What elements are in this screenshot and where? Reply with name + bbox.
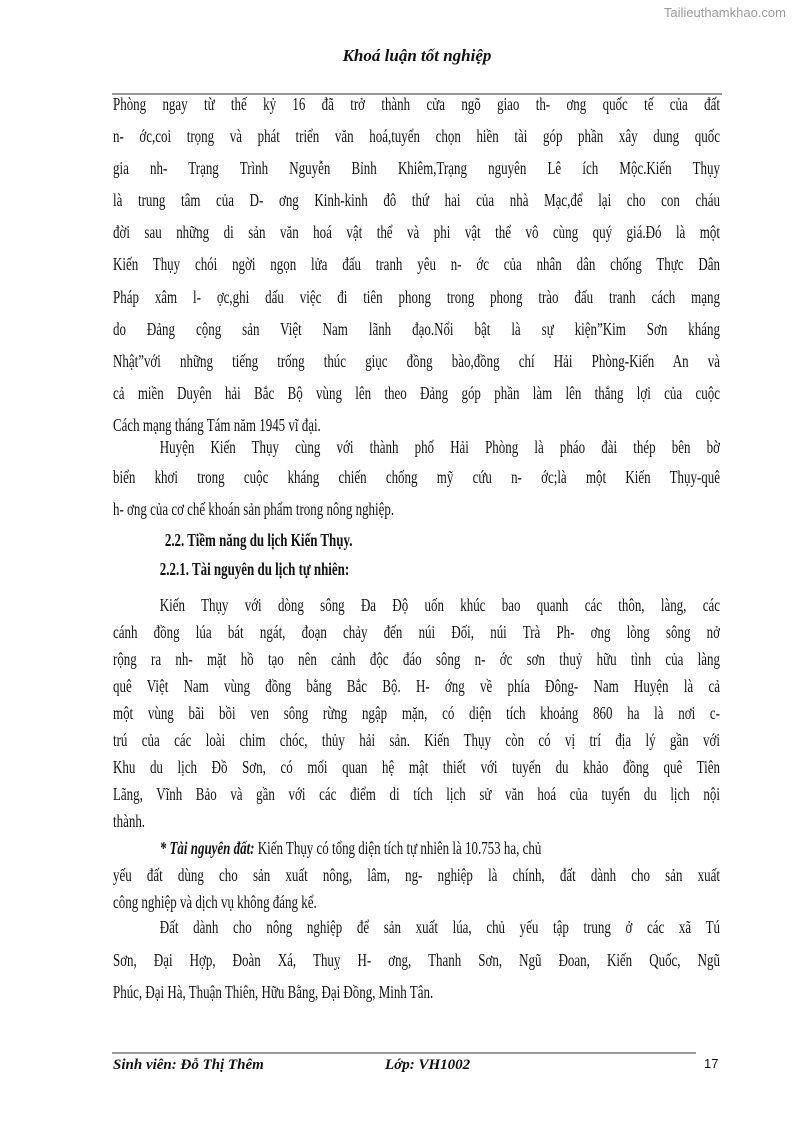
text-line: công nghiệp và dịch vụ không đáng kể. — [113, 892, 317, 912]
inline-label: * Tài nguyên đất: — [159, 838, 255, 858]
text-line — [113, 836, 720, 860]
text-line: n- ớc,coi trọng và phát triển văn hoá,tuyển chọn hiền tài góp phần xây dung quốc — [113, 126, 720, 146]
watermark: Tailieuthamkhao.com — [663, 5, 786, 20]
text-line: Lãng, Vĩnh Bảo và gần với các điểm di tích lịch sử văn hoá của tuyến du lịch nội — [113, 784, 720, 804]
text-line: Kiến Thụy với dòng sông Đa Độ uốn khúc bao quanh các thôn, làng, các — [159, 595, 720, 615]
page-number: 17 — [704, 1056, 719, 1071]
text-line: Huyện Kiến Thụy cùng với thành phố Hải Phòng là pháo đài thép bên bờ — [159, 437, 720, 457]
text-line: Phúc, Đại Hà, Thuận Thiên, Hữu Bằng, Đại Đồng, Minh Tân. — [113, 982, 434, 1002]
text-line: gia nh- Trạng Trình Nguyễn Bỉnh Khiêm,Trạng nguyên Lê ích Mộc.Kiến Thụy — [113, 158, 720, 178]
text-line: biển khơi trong cuộc kháng chiến chống mỹ cứu n- ớc;là một Kiến Thụy-quê — [113, 467, 720, 487]
text-line: rộng ra nh- mặt hồ tạo nên cảnh độc đáo sông n- ớc sơn thuỷ hữu tình của làng — [113, 649, 720, 669]
text-line: Pháp xâm l- ợc,ghi dấu việc đi tiên phong trong phong trào đấu tranh cách mạng — [113, 287, 720, 307]
text-line: Khu du lịch Đồ Sơn, có mối quan hệ mật thiết với tuyến du khảo đồng quê Tiên — [113, 757, 720, 777]
text-line: yếu đất dùng cho sản xuất nông, lâm, ng- nghiệp là chính, đất dành cho sản xuất — [113, 865, 720, 885]
text-line: Sơn, Đại Hợp, Đoàn Xá, Thuỵ H- ơng, Thanh Sơn, Ngũ Đoan, Kiến Quốc, Ngũ — [113, 950, 720, 970]
text-line: cả miền Duyên hải Bắc Bộ vùng lên theo Đảng góp phần làm lên thắng lợi của cuộc — [113, 383, 720, 403]
footer-divider — [112, 1052, 696, 1054]
footer-class: Lớp: VH1002 — [385, 1057, 471, 1073]
text-line: Kiến Thụy chói ngời ngọn lửa đấu tranh yêu n- ớc của nhân dân chống Thực Dân — [113, 254, 720, 274]
text-line: trú của các loài chim chóc, thủy hải sản. Kiến Thụy còn có vị trí địa lý gần với — [113, 730, 720, 750]
text-line: do Đảng cộng sản Việt Nam lãnh đạo.Nổi bật là sự kiện”Kim Sơn kháng — [113, 319, 720, 339]
text-line: Cách mạng tháng Tám năm 1945 vĩ đại. — [113, 415, 321, 435]
line-text: Kiến Thụy có tổng diện tích tự nhiên là 10.753 ha, chủ — [254, 838, 542, 858]
footer-student: Sinh viên: Đỗ Thị Thêm — [113, 1057, 264, 1073]
text-line: quê Việt Nam vùng đồng bằng Bắc Bộ. H- ớng về phía Đông- Nam Huyện là cả — [113, 676, 720, 696]
running-header-title: Khoá luận tốt nghiệp — [342, 46, 492, 65]
text-line: thành. — [113, 811, 146, 831]
text-line: là trung tâm của D- ơng Kinh-kinh đô thứ hai của nhà Mạc,để lại cho con cháu — [113, 190, 720, 210]
text-line: đời sau những di sản văn hoá vật thể và phi vật thể vô cùng quý giá.Đó là một — [113, 222, 720, 242]
text-line: cánh đồng lúa bát ngát, đoạn chảy đến núi Đối, núi Trà Ph- ơng lòng sông nở — [113, 622, 720, 642]
section-heading: 2.2.1. Tài nguyên du lịch tự nhiên: — [159, 559, 350, 579]
text-line: Nhật”với những tiếng trống thúc giục đồng bào,đồng chí Hải Phòng-Kiến An và — [113, 351, 720, 371]
text-line: Đất dành cho nông nghiệp để sản xuất lúa, chủ yếu tập trung ở các xã Tú — [159, 917, 720, 937]
text-line: h- ơng của cơ chế khoán sản phẩm trong nông nghiệp. — [113, 499, 395, 519]
section-heading: 2.2. Tiềm năng du lịch Kiến Thụy. — [164, 530, 353, 550]
text-line: Phòng ngay từ thế kỷ 16 đã trở thành cửa ngõ giao th- ơng quốc tế của đất — [113, 94, 720, 114]
text-line: một vùng bãi bồi ven sông rừng ngập mặn, có diện tích khoảng 860 ha là nơi c- — [113, 703, 720, 723]
